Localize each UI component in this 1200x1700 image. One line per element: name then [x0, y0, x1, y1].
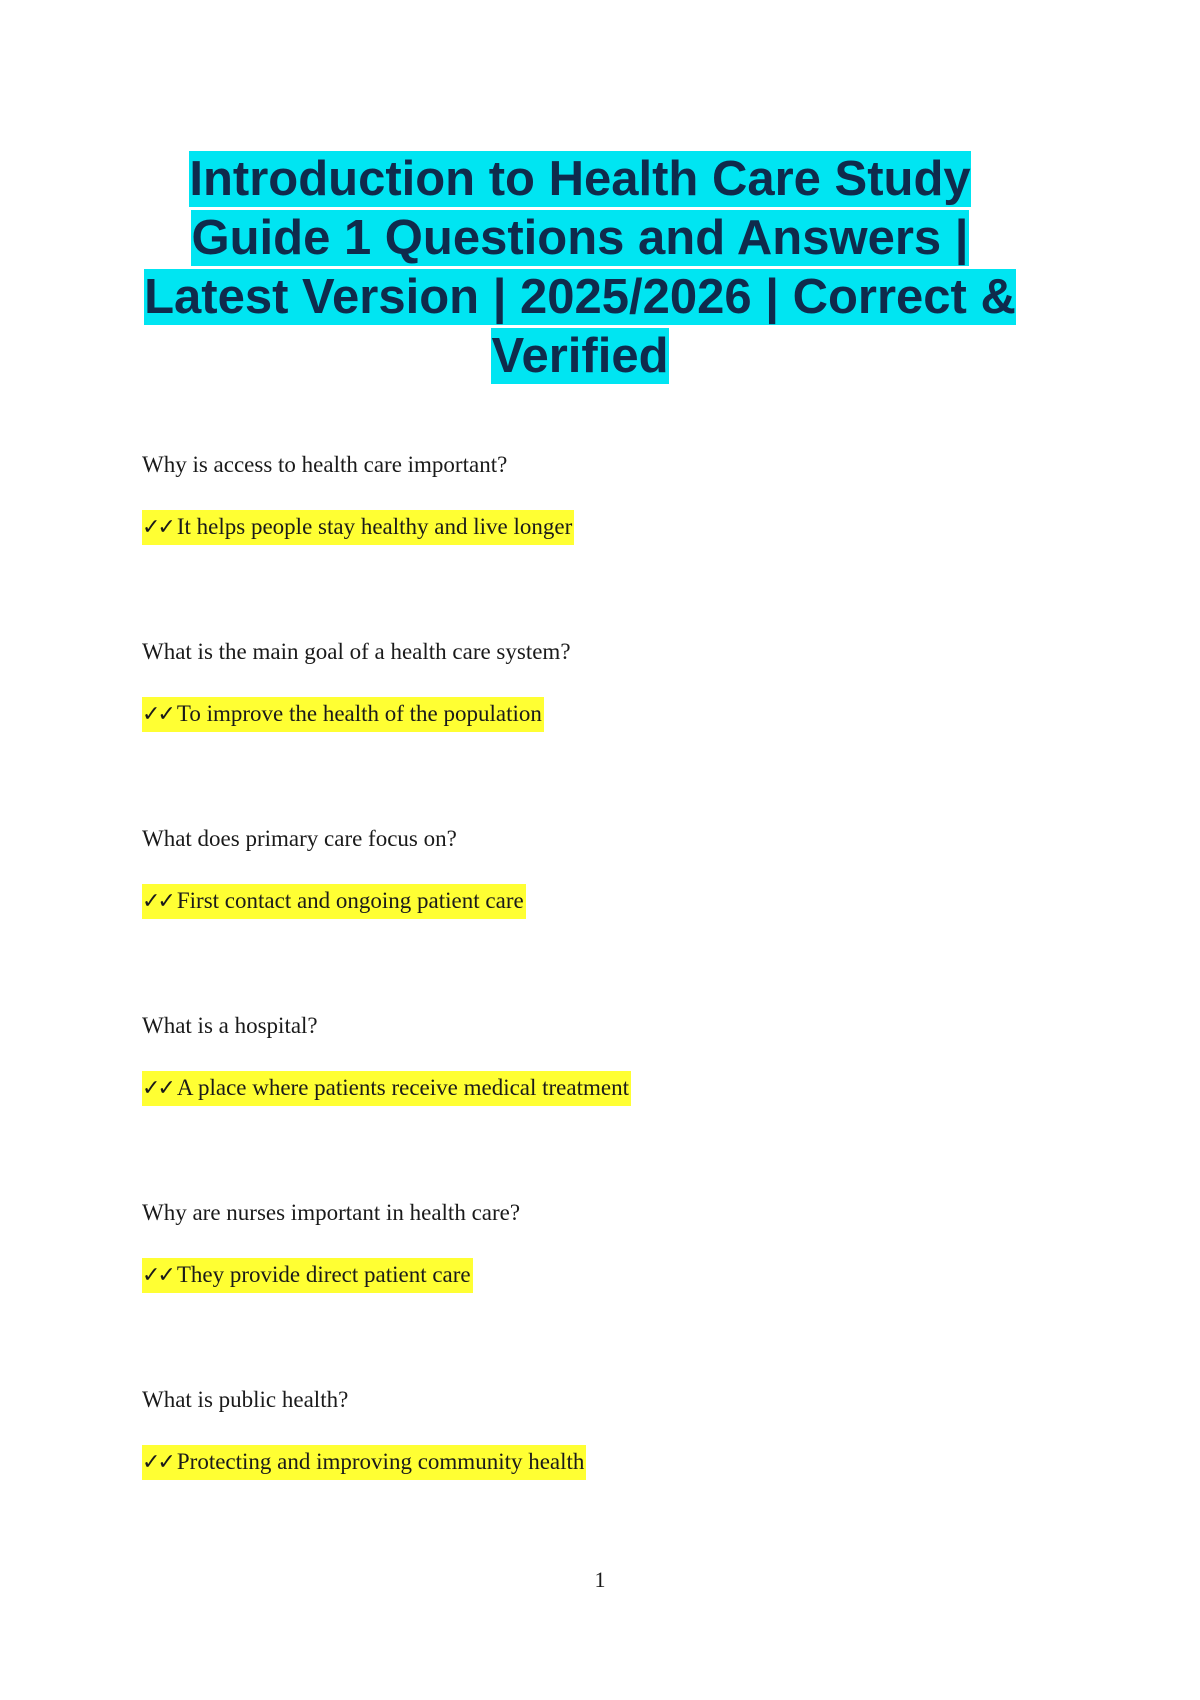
answer-text: Protecting and improving community health	[176, 1449, 585, 1474]
question-text: What is the main goal of a health care system?	[142, 639, 571, 664]
answer-highlight	[142, 697, 544, 732]
double-check-icon: ✓✓	[142, 1076, 173, 1101]
double-check-icon: ✓✓	[142, 889, 173, 914]
answer-highlight	[142, 1258, 473, 1293]
page-number: 1	[594, 1567, 606, 1592]
answer-highlight	[142, 1071, 631, 1106]
double-check-icon: ✓✓	[142, 515, 173, 540]
answer-highlight	[142, 510, 574, 545]
double-check-icon: ✓✓	[142, 1450, 173, 1475]
answer-text: To improve the health of the population	[176, 701, 542, 726]
qa-item	[142, 1011, 1042, 1198]
question-text: Why is access to health care important?	[142, 452, 508, 477]
answer-text: First contact and ongoing patient care	[176, 888, 524, 913]
title-highlight: Introduction to Health Care Study Guide 1 Questions and Answers | Latest Version | 2025/2026 | Correct & Verified	[144, 152, 1016, 383]
question-text: What is a hospital?	[142, 1013, 318, 1038]
answer-text: A place where patients receive medical treatment	[176, 1075, 629, 1100]
double-check-icon: ✓✓	[142, 702, 173, 727]
answer-highlight	[142, 1445, 586, 1480]
answer-highlight	[142, 884, 526, 919]
question-text: Why are nurses important in health care?	[142, 1200, 521, 1225]
qa-item	[142, 1385, 1042, 1572]
qa-item	[142, 824, 1042, 1011]
qa-item	[142, 450, 1042, 637]
qa-list	[142, 450, 1042, 1572]
answer-text: They provide direct patient care	[176, 1262, 471, 1287]
qa-item	[142, 637, 1042, 824]
document-title	[130, 150, 1030, 386]
answer-text: It helps people stay healthy and live longer	[176, 514, 573, 539]
double-check-icon: ✓✓	[142, 1263, 173, 1288]
qa-item	[142, 1198, 1042, 1385]
question-text: What does primary care focus on?	[142, 826, 457, 851]
question-text: What is public health?	[142, 1387, 349, 1412]
